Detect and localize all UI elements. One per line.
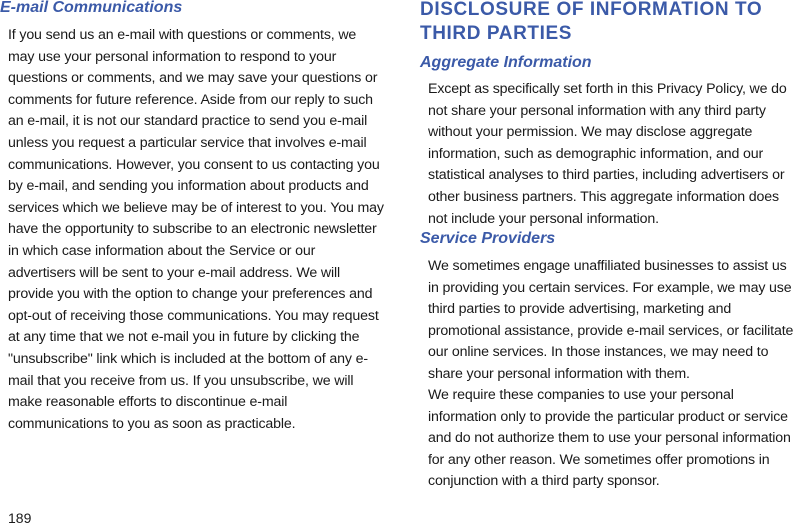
aggregate-information-heading: Aggregate Information [420,54,592,71]
disclosure-section-title: DISCLOSURE OF INFORMATION TO THIRD PARTIES [420,0,763,44]
aggregate-information-paragraph: Except as specifically set forth in this Privacy Policy, we do not share your personal information with any third party without your permission. We may disclose aggregate information, such as demographic information, and our statistical analyses to third parties, including advertisers or other business partners. This aggregate information does not include your personal information. [428,81,787,227]
email-communications-paragraph: If you send us an e-mail with questions or comments, we may use your personal information to respond to your questions or comments, and we may save your questions or comments for future reference. Aside from our reply to such an e-mail, it is not our standard practice to send you e-mail unless you request a particular service that involves e-mail communications. However, you consent to us contacting you by e-mail, and sending you information about products and services which we believe may be of interest to you. You may have the opportunity to subscribe to an electronic newsletter in which case information about the Service or our advertisers will be sent to your e-mail address. We will provide you with the option to change your preferences and opt-out of receiving those communications. You may request at any time that we not e-mail you in future by clicking the "unsubscribe" link which is included at the bottom of any e-mail that you receive from us. If you unsubscribe, we will make reasonable efforts to discontinue e-mail communications to you as soon as practicable. [8,27,384,432]
service-providers-paragraph-1: We sometimes engage unaffiliated businesses to assist us in providing you certain services. For example, we may use third parties to provide advertising, marketing and promotional assistance, provide e-mail services, or facilitate our online services. In those instances, we may need to share your personal information with them. [428,258,794,382]
page-number: 189 [8,510,32,526]
service-providers-heading: Service Providers [420,230,556,247]
service-providers-paragraph-2: We require these companies to use your personal information only to provide the particular product or service and do not authorize them to use your personal information for any other reason. We sometimes offer promotions in conjunction with a third party sponsor. [428,387,791,490]
email-communications-heading: E-mail Communications [0,0,183,16]
